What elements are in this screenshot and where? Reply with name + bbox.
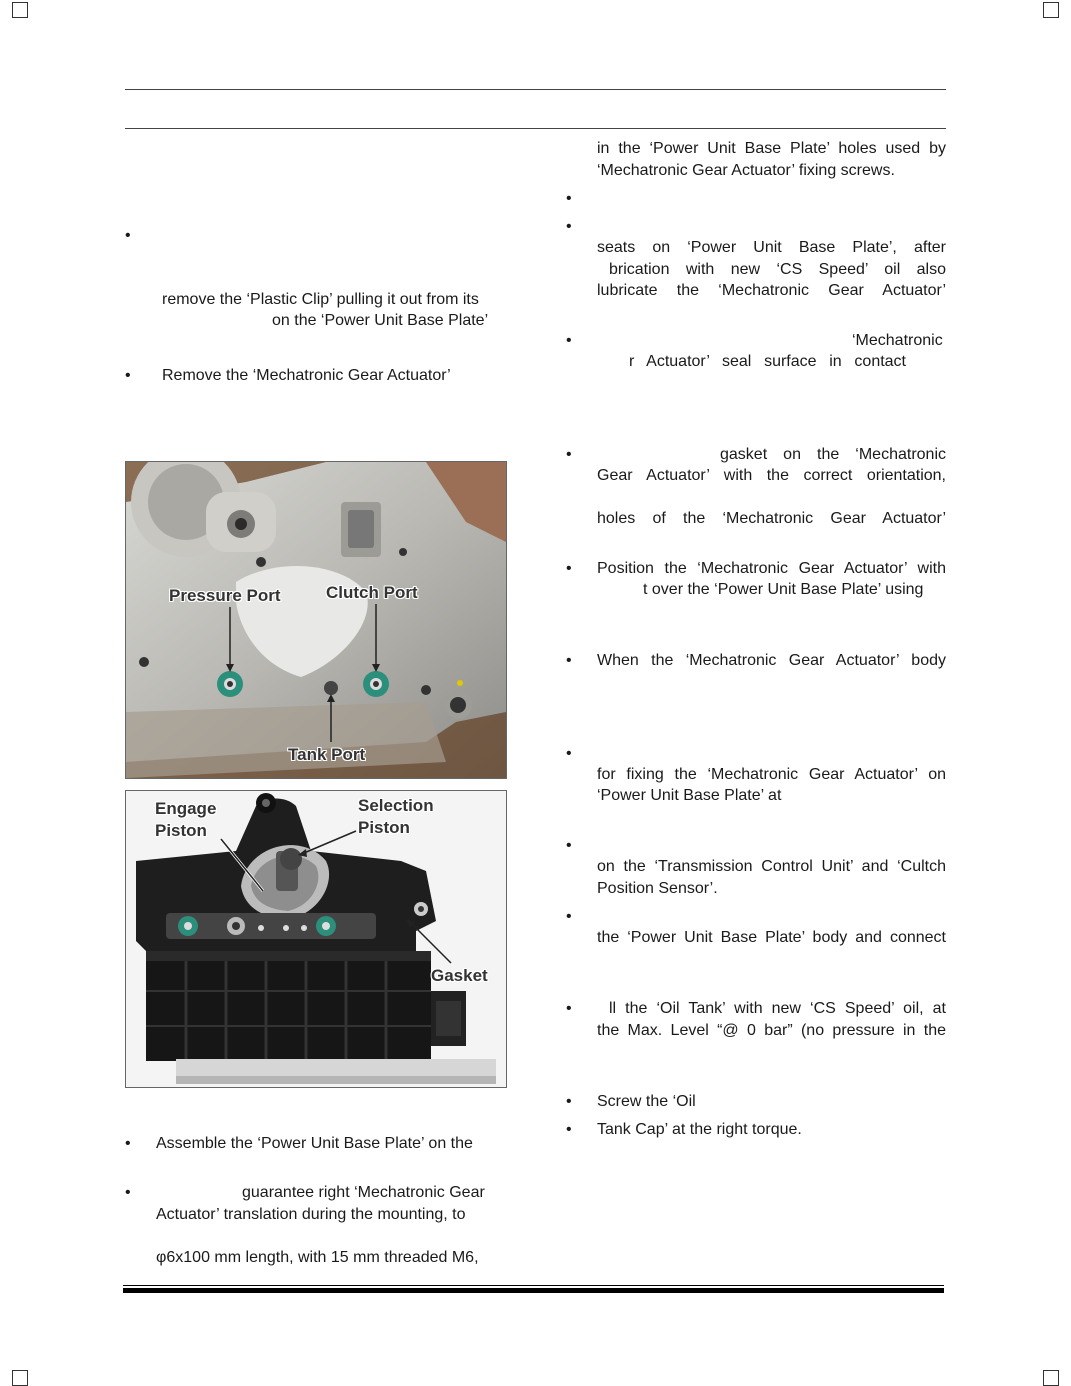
body-text-line: ll the ‘Oil Tank’ with new ‘CS Speed’ oil, at [609,1000,946,1017]
bullet: • [566,1000,572,1017]
body-text-line: ‘Mechatronic Gear Actuator’ fixing screws. [597,162,895,179]
body-text-line: the Max. Level “@ 0 bar” (no pressure in the [597,1022,946,1039]
label-selection: Selection [358,796,434,815]
body-text-line: Remove the ‘Mechatronic Gear Actuator’ [162,367,451,384]
bullet: • [125,227,131,244]
label-clutch-port: Clutch Port [326,583,418,602]
label-gasket: Gasket [431,966,488,985]
header-rule-top [125,89,946,90]
body-text-line: ‘Mechatronic [852,332,943,349]
body-text-line: on the ‘Power Unit Base Plate’ [272,312,489,329]
bullet: • [566,837,572,854]
header-rule-bottom [125,128,946,129]
label-selection-piston: Piston [358,818,410,837]
label-engage: Engage [155,799,217,818]
bullet: • [566,218,572,235]
bullet: • [566,745,572,762]
label-engage-piston: Piston [155,821,207,840]
bullet: • [125,1135,131,1152]
body-text-line: for fixing the ‘Mechatronic Gear Actuator’ on [597,766,946,783]
photo-power-unit-base-plate [125,461,507,779]
bullet: • [566,560,572,577]
footer-rule-thick [123,1288,944,1293]
body-text-line: Position Sensor’. [597,880,718,897]
body-text-line: ‘Power Unit Base Plate’ at [597,787,782,804]
body-text-line: holes of the ‘Mechatronic Gear Actuator’ [597,510,946,527]
body-text-line: Actuator’ translation during the mounting, to [156,1206,466,1223]
bullet: • [566,1093,572,1110]
body-text-line: t over the ‘Power Unit Base Plate’ using [643,581,924,598]
body-text-line: When the ‘Mechatronic Gear Actuator’ body [597,652,946,669]
crop-mark-bottom-right [1043,1370,1059,1386]
bullet: • [125,1184,131,1201]
base-plate-illustration [126,462,506,778]
body-text-line: guarantee right ‘Mechatronic Gear [242,1184,485,1201]
body-text-line: Position the ‘Mechatronic Gear Actuator’ with [597,560,946,577]
bullet: • [566,652,572,669]
label-pressure-port: Pressure Port [169,586,281,605]
bullet: • [566,1121,572,1138]
bullet: • [125,367,131,384]
body-text-line: lubricate the ‘Mechatronic Gear Actuator’ [597,282,946,299]
body-text-line: r Actuator’ seal surface in contact [629,353,906,370]
crop-mark-top-left [12,2,28,18]
bullet: • [566,332,572,349]
body-text-line: Gear Actuator’ with the correct orientation, [597,467,946,484]
body-text-line: φ6x100 mm length, with 15 mm threaded M6, [156,1249,479,1266]
bullet: • [566,190,572,207]
footer-rule-thin [123,1285,944,1286]
bullet: • [566,908,572,925]
body-text-line: remove the ‘Plastic Clip’ pulling it out from its [162,291,479,308]
label-tank-port: Tank Port [288,745,366,764]
body-text-line: seats on ‘Power Unit Base Plate’, after [597,239,946,256]
body-text-line: on the ‘Transmission Control Unit’ and ‘Cultch [597,858,946,875]
body-text-line: Screw the ‘Oil [597,1093,696,1110]
body-text-line: in the ‘Power Unit Base Plate’ holes used by [597,140,946,157]
bullet: • [566,446,572,463]
crop-mark-bottom-left [12,1370,28,1386]
body-text-line: brication with new ‘CS Speed’ oil also [609,261,946,278]
body-text-line: Assemble the ‘Power Unit Base Plate’ on the [156,1135,473,1152]
body-text-line: the ‘Power Unit Base Plate’ body and connect [597,929,946,946]
photo-mechatronic-gear-actuator [125,790,507,1088]
crop-mark-top-right [1043,2,1059,18]
body-text-line: gasket on the ‘Mechatronic [720,446,946,463]
body-text-line: Tank Cap’ at the right torque. [597,1121,802,1138]
